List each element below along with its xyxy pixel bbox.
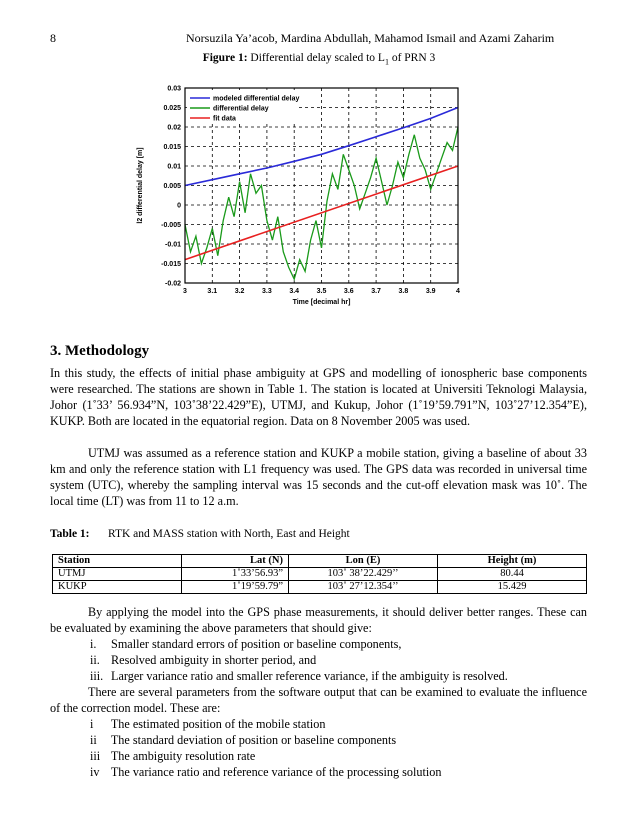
- table-caption: [50, 528, 350, 540]
- x-axis-label: Time [decimal hr]: [292, 299, 351, 306]
- table-row: [53, 581, 587, 594]
- cell-height: 15.429: [438, 581, 587, 594]
- list-item: i The estimated position of the mobile station: [90, 717, 326, 731]
- x-tick-label: 4: [456, 288, 460, 295]
- parameters-list: [90, 716, 441, 780]
- y-tick-label: -0.01: [165, 241, 181, 249]
- list-item: i. Smaller standard errors of position or baseline components,: [90, 637, 402, 651]
- paragraph-parameters: There are several parameters from the software output that can be examined to evaluate the influence of the correction model. These are:: [50, 685, 587, 715]
- header-lon: Lon (E): [289, 555, 438, 568]
- criteria-list: [90, 636, 508, 684]
- figure-caption-text: Differential delay scaled to L: [250, 52, 385, 64]
- list-item: iv The variance ratio and reference variance of the processing solution: [90, 765, 442, 779]
- y-tick-label: 0.01: [167, 163, 181, 171]
- list-item: ii. Resolved ambiguity in shorter period, and: [90, 653, 317, 667]
- x-tick-label: 3.9: [425, 288, 436, 295]
- cell-station: UTMJ: [53, 568, 182, 581]
- figure-caption-tail: of PRN 3: [388, 52, 436, 64]
- y-tick-label: 0.015: [163, 144, 181, 151]
- cell-lon: 103˚ 38’22.429’’: [289, 568, 438, 581]
- header-station: Station: [53, 555, 182, 568]
- y-tick-label: 0.02: [167, 124, 181, 132]
- x-tick-label: 3.3: [262, 288, 272, 295]
- figure-caption: [0, 52, 638, 66]
- cell-lat: 1˚33’56.93”: [182, 568, 289, 581]
- station-table: [52, 554, 587, 594]
- page-number: 8: [50, 31, 56, 45]
- table-header-row: [53, 555, 587, 568]
- cell-height: 80.44: [438, 568, 587, 581]
- cell-station: KUKP: [53, 581, 182, 594]
- legend-label: fit data: [213, 115, 236, 123]
- figure-caption-subscript: 1: [384, 57, 389, 67]
- table-caption-text: RTK and MASS station with North, East and Height: [108, 528, 350, 540]
- table-row: [53, 568, 587, 581]
- paragraph-intro: In this study, the effects of initial phase ambiguity at GPS and modelling of ionospheric base components were researched. The stations are shown in Table 1. The station is located at Universiti Teknologi Malaysia, Johor (1˚33’ 56.934”N, 103˚38’22.429”E), UTMJ, and Kukup, Johor (1˚19’59.791”N, 103˚27’12.354”E), KUKP. Both are located in the equatorial region. Data on 8 November 2005 was used.: [50, 366, 587, 428]
- running-header-authors: Norsuzila Ya’acob, Mardina Abdullah, Mahamod Ismail and Azami Zaharim: [186, 31, 555, 45]
- list-item: ii The standard deviation of position or baseline components: [90, 733, 397, 747]
- cell-lon: 103˚ 27’12.354’’: [289, 581, 438, 594]
- y-tick-label: 0.03: [167, 85, 181, 93]
- list-item: iii The ambiguity resolution rate: [90, 749, 256, 763]
- y-tick-label: 0.005: [163, 183, 181, 190]
- legend-label: modeled differential delay: [213, 95, 300, 103]
- section-title: 3. Methodology: [50, 343, 150, 359]
- x-tick-label: 3: [183, 288, 187, 295]
- x-tick-label: 3.5: [316, 288, 327, 295]
- chart-series: [185, 105, 458, 280]
- header-height: Height (m): [438, 555, 587, 568]
- x-tick-label: 3.7: [371, 288, 381, 295]
- y-tick-label: 0: [177, 202, 181, 210]
- y-tick-label: -0.015: [161, 261, 181, 268]
- y-tick-label: 0.025: [163, 105, 181, 112]
- figure-label: Figure 1:: [202, 52, 248, 64]
- paragraph-stations: UTMJ was assumed as a reference station and KUKP a mobile station, giving a baseline of about 33 km and only the reference station with L1 frequency was used. The GPS data was recorded in universal time system (UTC), whereby the sampling interval was 15 seconds and the cut-off elevation mask was 10˚. The local time (LT) was from 11 to 12 a.m.: [50, 446, 587, 508]
- y-tick-label: -0.005: [161, 222, 181, 229]
- chart-legend: [187, 90, 299, 123]
- x-tick-label: 3.8: [398, 288, 409, 295]
- list-item: iii. Larger variance ratio and smaller reference variance, if the ambiguity is resolved.: [90, 669, 508, 683]
- x-tick-label: 3.2: [234, 288, 245, 295]
- x-tick-label: 3.4: [289, 288, 300, 295]
- y-axis-label: l2 differential delay [m]: [137, 147, 144, 224]
- paragraph-evaluation: By applying the model into the GPS phase measurements, it should deliver better ranges. These can be evaluated by examining the above parameters that should give:: [50, 605, 587, 635]
- header-lat: Lat (N): [182, 555, 289, 568]
- x-tick-label: 3.1: [207, 288, 218, 295]
- differential-delay-chart: [130, 80, 475, 308]
- table-label: Table 1:: [50, 528, 90, 540]
- y-tick-label: -0.02: [165, 280, 181, 288]
- legend-label: differential delay: [213, 105, 269, 113]
- cell-lat: 1˚19’59.79”: [182, 581, 289, 594]
- x-tick-label: 3.6: [343, 288, 354, 295]
